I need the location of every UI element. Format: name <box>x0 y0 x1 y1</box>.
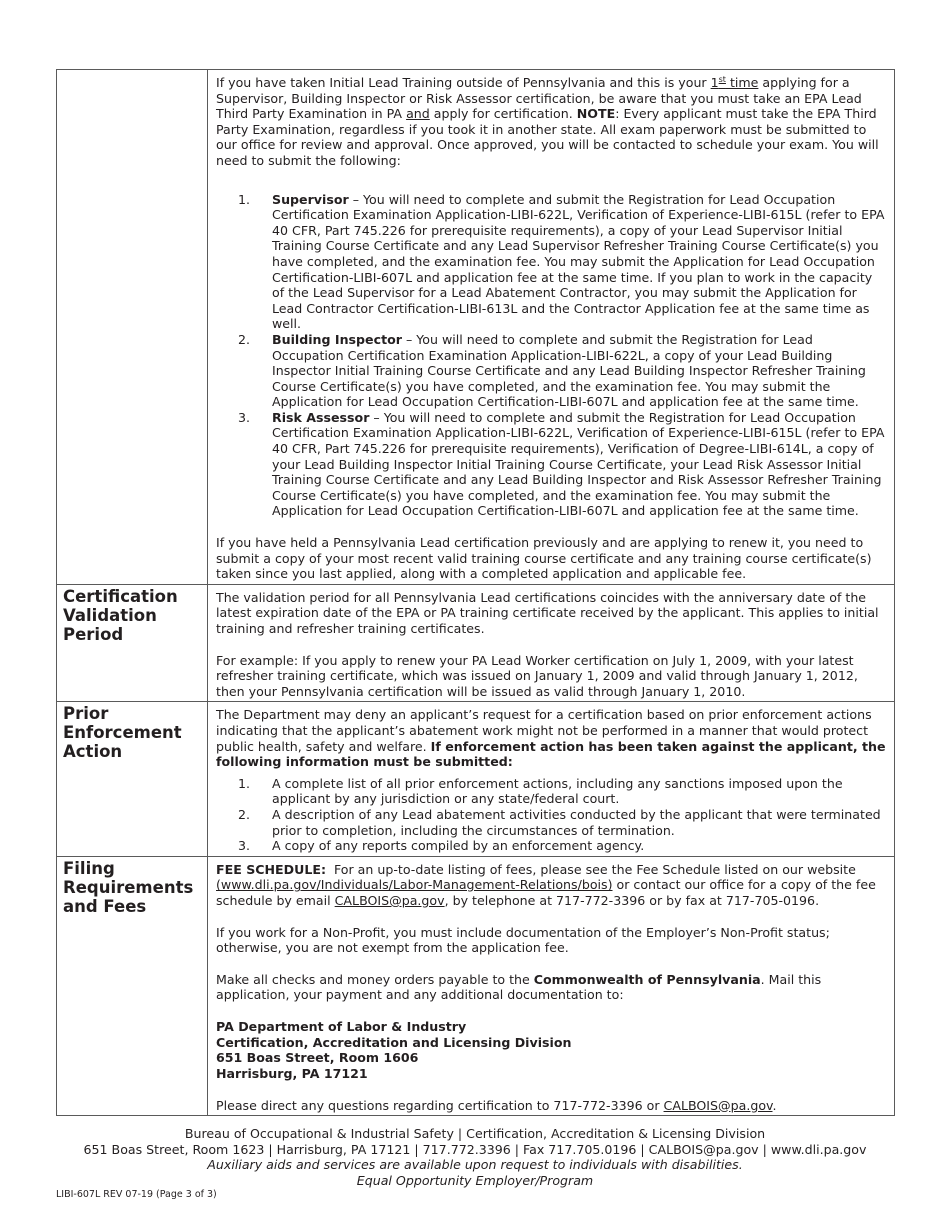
form-code: LIBI-607L REV 07-19 (Page 3 of 3) <box>56 1189 217 1200</box>
enforcement-label: Prior Enforcement Action <box>57 702 208 856</box>
footer-accessibility: Auxiliary aids and services are available upon request to individuals with disabilities. <box>207 1157 743 1173</box>
page-footer <box>0 1126 950 1188</box>
validation-label: Certification Validation Period <box>57 584 208 702</box>
validation-cell <box>208 584 895 702</box>
footer-bureau: Bureau of Occupational & Industrial Safety | Certification, Accreditation & Licensing Division <box>184 1126 766 1141</box>
intro-label-cell <box>57 70 208 585</box>
list-item: 1. A complete list of all prior enforcement actions, including any sanctions imposed upon the applicant by any jurisdiction or any state/federal court. <box>238 775 843 807</box>
intro-paragraph: If you have taken Initial Lead Training outside of Pennsylvania and this is your 1st time applying for a Supervisor, Building Inspector or Risk Assessor certification, be aware that you must take an EPA Lead Third Party Examination in PA and apply for certification. NOTE: Every applicant must take the EPA Third Party Examination, regardless if you took it in another state. All exam paperwork must be submitted to our office for review and approval. Once approved, you will be contacted to schedule your exam. You will need to submit the following: <box>216 75 879 168</box>
filing-cell <box>208 856 895 1116</box>
fee-schedule-paragraph: FEE SCHEDULE: For an up-to-date listing of fees, please see the Fee Schedule listed on our website (www.dli.pa.gov/Individuals/Labor-Management-Relations/bois) or contact our office for a copy of the fee schedule by email CALBOIS@pa.gov, by telephone at 717-772-3396 or by fax at 717-705-0196. <box>216 861 876 908</box>
validation-paragraph: The validation period for all Pennsylvania Lead certifications coincides with the anniversary date of the latest expiration date of the EPA or PA training certificate received by the applicant. This applies to initial training and refresher training certificates. <box>216 589 879 636</box>
enforcement-paragraph: The Department may deny an applicant’s request for a certification based on prior enforcement actions indicating that the applicant’s abatement work might not be performed in a manner that would protect public health, safety and welfare. If enforcement action has been taken against the applicant, the following information must be submitted: <box>216 707 886 770</box>
renewal-paragraph: If you have held a Pennsylvania Lead certification previously and are applying to renew it, you need to submit a copy of your most recent valid training course certificate and any training course certificate(s) taken since you last applied, along with a completed application and applicable fee. <box>216 535 872 582</box>
email-link[interactable]: CALBOIS@pa.gov <box>663 1097 773 1113</box>
intro-cell <box>208 70 895 585</box>
intro-row <box>57 70 895 585</box>
enforcement-list <box>216 776 888 854</box>
validation-row <box>57 584 895 702</box>
list-item: 3. A copy of any reports compiled by an enforcement agency. <box>238 838 645 854</box>
email-link[interactable]: CALBOIS@pa.gov <box>334 892 445 908</box>
validation-example-paragraph: For example: If you apply to renew your PA Lead Worker certification on July 1, 2009, with your latest refresher training certificate, which was issued on January 1, 2009 and valid through January 1, 2012, then your Pennsylvania certification will be issued as valid through January 1, 2010. <box>216 652 858 699</box>
questions-paragraph: Please direct any questions regarding certification to 717-772-3396 or CALBOIS@pa.gov. <box>216 1097 777 1113</box>
filing-label: Filing Requirements and Fees <box>57 856 208 1116</box>
exam-requirements-list <box>216 192 888 519</box>
list-item-building-inspector: 2. Building Inspector – You will need to complete and submit the Registration for Lead Occupation Certification Examination Application-LIBI-622L, a copy of your Lead Building Inspector Initial Training Course Certificate and any Lead Building Inspector Refresher Training Course Certificate(s) you have completed, and the examination fee. You may submit the Application for Lead Occupation Certification-LIBI-607L and application fee at the same time. <box>238 331 866 410</box>
mailing-address: PA Department of Labor & Industry Certification, Accreditation and Licensing Division 651 Boas Street, Room 1606 Harrisburg, PA 17121 <box>216 1018 572 1081</box>
nonprofit-paragraph: If you work for a Non-Profit, you must include documentation of the Employer’s Non-Profit status; otherwise, you are not exempt from the application fee. <box>216 924 830 956</box>
fee-schedule-link[interactable]: (www.dli.pa.gov/Individuals/Labor-Management-Relations/bois) <box>216 877 613 893</box>
payment-paragraph: Make all checks and money orders payable to the Commonwealth of Pennsylvania. Mail this application, your payment and any additional documentation to: <box>216 971 822 1003</box>
enforcement-row <box>57 702 895 856</box>
footer-eoe: Equal Opportunity Employer/Program <box>356 1172 594 1188</box>
filing-row <box>57 856 895 1116</box>
requirements-table <box>56 69 895 1116</box>
list-item: 2. A description of any Lead abatement activities conducted by the applicant that were terminated prior to completion, including the circumstances of termination. <box>238 806 881 838</box>
enforcement-cell <box>208 702 895 856</box>
list-item-supervisor: 1. Supervisor – You will need to complete and submit the Registration for Lead Occupation Certification Examination Application-LIBI-622L, Verification of Experience-LIBI-615L (refer to EPA 40 CFR, Part 745.226 for prerequisite requirements), a copy of your Lead Supervisor Initial Training Course Certificate and any Lead Supervisor Refresher Training Course Certificate(s) you have completed, and the examination fee. You may submit the Application for Lead Occupation Certification-LIBI-607L and application fee at the same time. If you plan to work in the capacity of the Lead Supervisor for a Lead Abatement Contractor, you may submit the Application for Lead Contractor Certification-LIBI-613L and the Contractor Application fee at the same time as well. <box>238 191 885 332</box>
list-item-risk-assessor: 3. Risk Assessor – You will need to complete and submit the Registration for Lead Occupation Certification Examination Application-LIBI-622L, Verification of Experience-LIBI-615L (refer to EPA 40 CFR, Part 745.226 for prerequisite requirements), Verification of Degree-LIBI-614L, a copy of your Lead Building Inspector Initial Training Course Certificate, your Lead Risk Assessor Initial Training Course Certificate and any Lead Building Inspector and Risk Assessor Refresher Training Course Certificate(s) you have completed, and the examination fee. You may submit the Application for Lead Occupation Certification-LIBI-607L and application fee at the same time. <box>238 409 885 519</box>
footer-contact: 651 Boas Street, Room 1623 | Harrisburg, PA 17121 | 717.772.3396 | Fax 717.705.0196 | CALBOIS@pa.gov | www.dli.pa.gov <box>83 1141 867 1157</box>
first-time-text: 1st time <box>710 75 759 90</box>
